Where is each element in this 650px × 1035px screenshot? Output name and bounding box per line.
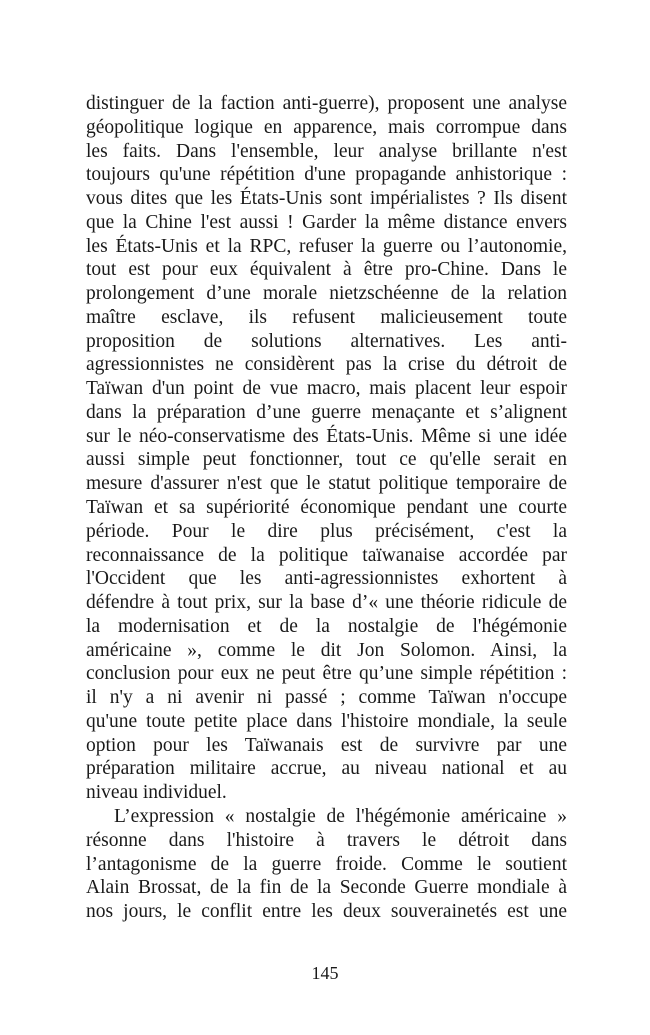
text-line: reconnaissance de la politique taïwanaise accordée par xyxy=(86,544,567,566)
text-line: géopolitique logique en apparence, mais corrompue dans xyxy=(86,116,567,138)
text-line: niveau individuel. xyxy=(86,782,227,804)
text-line: proposition de solutions alternatives. Les anti- xyxy=(86,330,567,352)
text-line: nos jours, le conflit entre les deux souverainetés est une xyxy=(86,901,567,923)
text-line: Taïwan d'un point de vue macro, mais placent leur espoir xyxy=(86,378,567,400)
text-line: la modernisation et de la nostalgie de l'hégémonie xyxy=(86,615,567,637)
text-line: aussi simple peut fonctionner, tout ce qu'elle serait en xyxy=(86,449,567,471)
text-line: conclusion pour eux ne peut être qu’une simple répétition : xyxy=(86,663,567,685)
text-line: période. Pour le dire plus précisément, c'est la xyxy=(86,520,567,542)
text-line: maître esclave, ils refusent malicieusement toute xyxy=(86,306,567,328)
text-line: Alain Brossat, de la fin de la Seconde Guerre mondiale à xyxy=(86,877,567,899)
page-number: 145 xyxy=(311,963,339,983)
text-line: défendre à tout prix, sur la base d’« une théorie ridicule de xyxy=(86,592,567,614)
text-line: tout est pour eux équivalent à être pro-Chine. Dans le xyxy=(86,259,567,281)
text-line: sur le néo-conservatisme des États-Unis. Même si une idée xyxy=(86,425,567,447)
text-line: préparation militaire accrue, au niveau national et au xyxy=(86,758,567,780)
text-line: il n'y a ni avenir ni passé ; comme Taïwan n'occupe xyxy=(86,687,567,709)
text-line: distinguer de la faction anti-guerre), proposent une analyse xyxy=(86,93,567,114)
text-line: dans la préparation d’une guerre menaçante et s’alignent xyxy=(86,401,567,423)
text-line: toujours qu'une répétition d'une propagande anhistorique : xyxy=(86,164,567,186)
text-line: résonne dans l'histoire à travers le détroit dans xyxy=(86,829,567,851)
text-line: Taïwan et sa supériorité économique pendant une courte xyxy=(86,497,567,519)
text-line: les faits. Dans l'ensemble, leur analyse brillante n'est xyxy=(86,140,567,162)
text-line: qu'une toute petite place dans l'histoire mondiale, la seule xyxy=(86,710,567,732)
text-line: vous dites que les États-Unis sont impérialistes ? Ils disent xyxy=(86,188,567,210)
text-line: les États-Unis et la RPC, refuser la guerre ou l’autonomie, xyxy=(86,235,567,257)
text-line: l’antagonisme de la guerre froide. Comme le soutient xyxy=(86,853,567,875)
text-line: mesure d'assurer n'est que le statut politique temporaire de xyxy=(86,473,567,495)
text-line: L’expression « nostalgie de l'hégémonie américaine » xyxy=(114,805,567,827)
text-line: que la Chine l'est aussi ! Garder la même distance envers xyxy=(86,211,567,233)
text-line: agressionnistes ne considèrent pas la crise du détroit de xyxy=(86,354,567,376)
text-line: prolongement d’une morale nietzschéenne de la relation xyxy=(86,283,567,305)
body-text xyxy=(86,92,567,924)
text-line: l'Occident que les anti-agressionnistes exhortent à xyxy=(86,568,567,590)
text-line: américaine », comme le dit Jon Solomon. Ainsi, la xyxy=(86,639,567,661)
text-line: option pour les Taïwanais est de survivre par une xyxy=(86,734,567,756)
